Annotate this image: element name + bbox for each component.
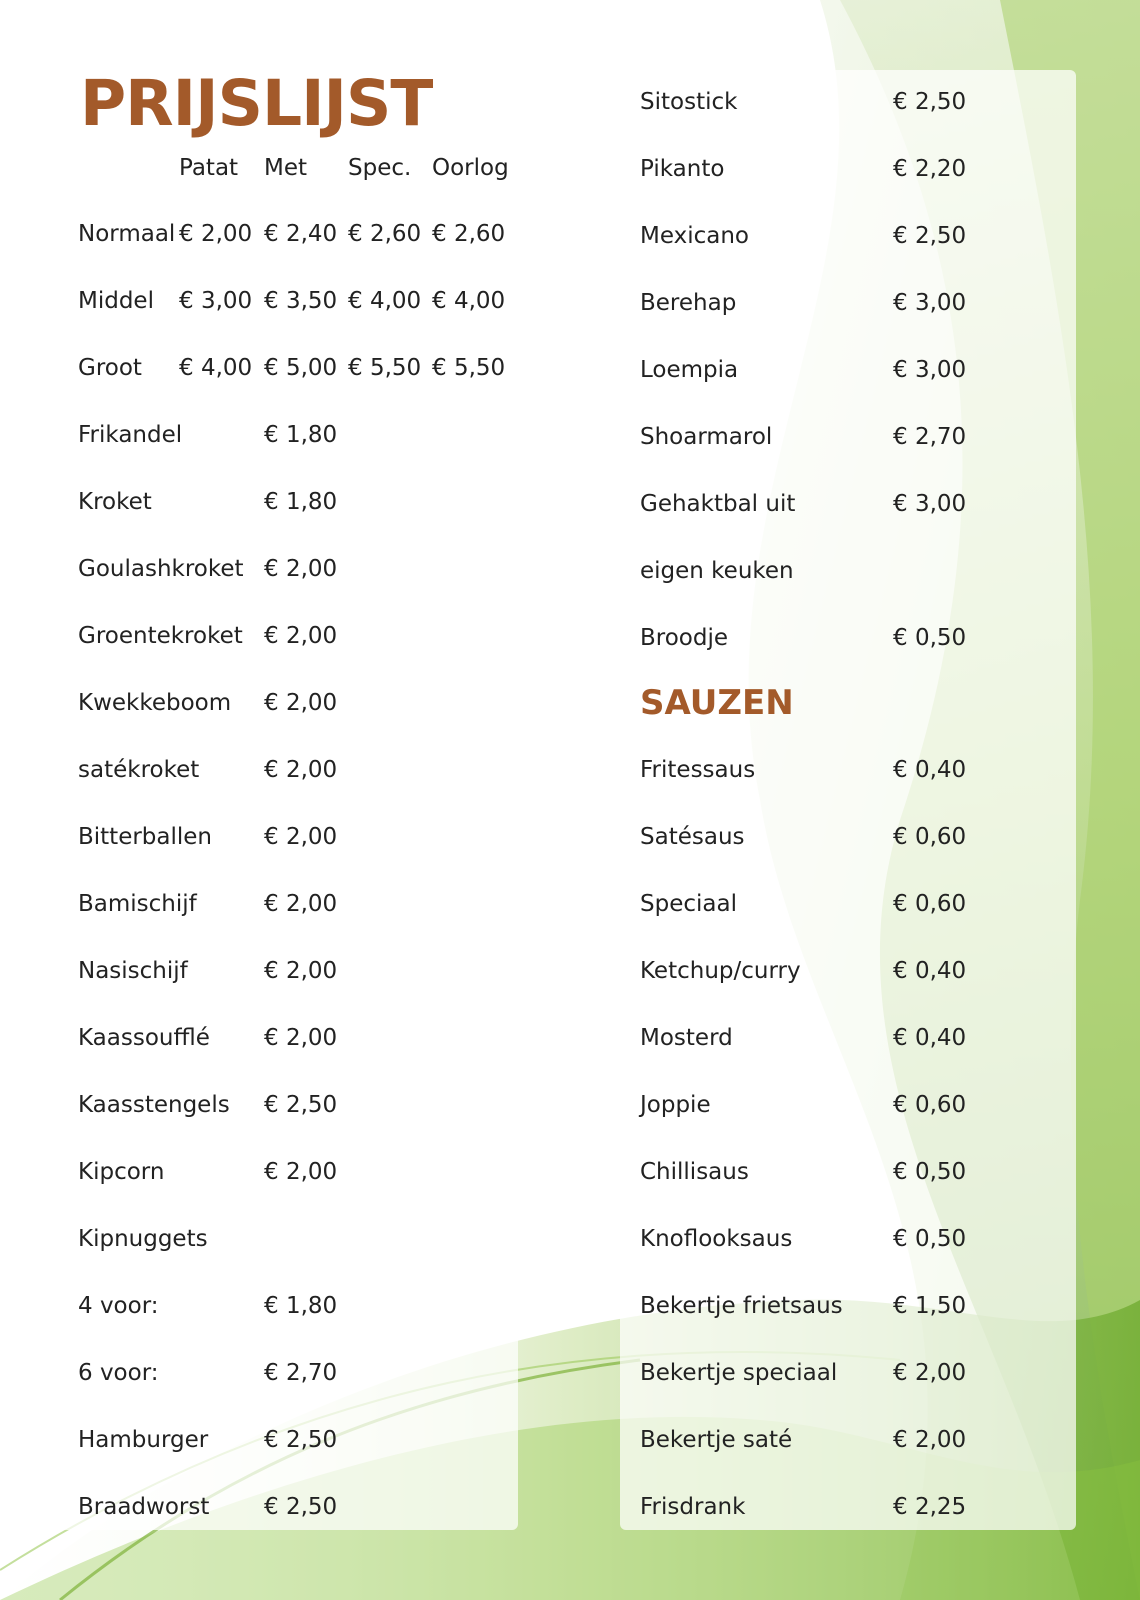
item-name: Sitostick (640, 89, 738, 115)
sauce-row (0, 817, 1100, 857)
sauce-price: € 0,50 (893, 1226, 967, 1252)
patat-row-label: Normaal (78, 221, 176, 247)
menu-row (0, 350, 1100, 390)
snack-name: Kipnuggets (78, 1226, 208, 1252)
snack-name: Kaassoufflé (78, 1025, 210, 1051)
item-price: € 3,00 (893, 491, 967, 517)
sauce-price: € 0,40 (893, 958, 967, 984)
patat-price: € 5,50 (348, 355, 422, 381)
snack-price: € 2,70 (264, 1360, 338, 1386)
snack-price: € 2,00 (264, 690, 338, 716)
sauce-name: Bekertje frietsaus (640, 1293, 843, 1319)
snack-name: Kwekkeboom (78, 690, 232, 716)
item-price: € 2,70 (893, 424, 967, 450)
patat-price: € 2,60 (432, 221, 506, 247)
item-price: € 0,50 (893, 625, 967, 651)
patat-price: € 3,00 (179, 288, 253, 314)
snack-price: € 2,00 (264, 623, 338, 649)
item-price: € 2,50 (893, 223, 967, 249)
sauce-name: Bekertje speciaal (640, 1360, 838, 1386)
sauce-row (0, 1018, 1100, 1058)
snack-name: Goulashkroket (78, 556, 244, 582)
sauce-name: Bekertje saté (640, 1427, 793, 1453)
menu-row (0, 82, 1100, 122)
patat-row-label: Groot (78, 355, 142, 381)
item-price: € 2,20 (893, 156, 967, 182)
item-name: Broodje (640, 625, 729, 651)
sauce-price: € 0,60 (893, 824, 967, 850)
snack-row (0, 683, 540, 723)
sauce-price: € 0,40 (893, 1025, 967, 1051)
snack-name: Groentekroket (78, 623, 243, 649)
snack-name: Kroket (78, 489, 152, 515)
patat-price: € 2,00 (179, 221, 253, 247)
patat-price: € 5,50 (432, 355, 506, 381)
sauce-name: Joppie (640, 1092, 711, 1118)
snack-name: 4 voor: (78, 1293, 159, 1319)
snack-price: € 2,00 (264, 958, 338, 984)
sauce-name: Ketchup/curry (640, 958, 801, 984)
snack-price: € 1,80 (264, 489, 338, 515)
menu-row (0, 618, 1100, 658)
sauce-name: Knoflooksaus (640, 1226, 793, 1252)
item-name: Loempia (640, 357, 739, 383)
item-name: Pikanto (640, 156, 725, 182)
item-name: Berehap (640, 290, 737, 316)
sauce-name: Speciaal (640, 891, 737, 917)
sauce-row (0, 951, 1100, 991)
sauce-price: € 0,50 (893, 1159, 967, 1185)
sauce-row (0, 1085, 1100, 1125)
snack-price: € 2,50 (264, 1427, 338, 1453)
snack-price: € 2,50 (264, 1494, 338, 1520)
patat-price: € 5,00 (264, 355, 338, 381)
sauce-price: € 2,00 (893, 1427, 967, 1453)
snack-price: € 2,00 (264, 891, 338, 917)
sauce-price: € 0,60 (893, 1092, 967, 1118)
sauce-row (0, 1219, 1100, 1259)
snack-name: 6 voor: (78, 1360, 159, 1386)
item-name: Mexicano (640, 223, 749, 249)
patat-price: € 2,40 (264, 221, 338, 247)
sauce-name: Frisdrank (640, 1494, 746, 1520)
sauce-row (0, 1353, 1100, 1393)
sauce-price: € 0,40 (893, 757, 967, 783)
snack-name: Nasischijf (78, 958, 188, 984)
snack-name: satékroket (78, 757, 200, 783)
patat-price: € 4,00 (348, 288, 422, 314)
patat-price: € 4,00 (179, 355, 253, 381)
menu-row (0, 551, 1100, 591)
item-name: Gehaktbal uit (640, 491, 796, 517)
patat-price: € 2,60 (348, 221, 422, 247)
snack-name: Hamburger (78, 1427, 209, 1453)
patat-header-met: Met (264, 155, 308, 181)
menu-row (0, 216, 1100, 256)
sauce-row (0, 1152, 1100, 1192)
patat-header-oorlog: Oorlog (432, 155, 509, 181)
snack-name: Bamischijf (78, 891, 197, 917)
menu-row (0, 149, 1100, 189)
sauzen-heading: SAUZEN (640, 683, 794, 723)
sauce-price: € 1,50 (893, 1293, 967, 1319)
snack-price: € 2,00 (264, 757, 338, 783)
item-price: € 3,00 (893, 290, 967, 316)
snack-price: € 2,50 (264, 1092, 338, 1118)
page-title: PRIJSLIJST (80, 67, 433, 140)
menu-row (0, 417, 1100, 457)
snack-name: Frikandel (78, 422, 183, 448)
menu-row (0, 283, 1100, 323)
sauce-price: € 2,25 (893, 1494, 967, 1520)
patat-header-patat: Patat (179, 155, 239, 181)
patat-price: € 3,50 (264, 288, 338, 314)
item-price: € 2,50 (893, 89, 967, 115)
snack-name: Kipcorn (78, 1159, 165, 1185)
snack-price: € 2,00 (264, 556, 338, 582)
item-name: Shoarmarol (640, 424, 773, 450)
sauce-row (0, 750, 1100, 790)
patat-header-spec: Spec. (348, 155, 412, 181)
snack-price: € 1,80 (264, 1293, 338, 1319)
sauce-price: € 2,00 (893, 1360, 967, 1386)
sauce-name: Satésaus (640, 824, 745, 850)
sauce-row (0, 1286, 1100, 1326)
snack-name: Braadworst (78, 1494, 210, 1520)
menu-row (0, 484, 1100, 524)
snack-price: € 2,00 (264, 1025, 338, 1051)
snack-name: Bitterballen (78, 824, 213, 850)
sauce-name: Mosterd (640, 1025, 733, 1051)
item-price: € 3,00 (893, 357, 967, 383)
sauce-name: Fritessaus (640, 757, 756, 783)
sauce-row (0, 1487, 1100, 1527)
sauce-price: € 0,60 (893, 891, 967, 917)
patat-price: € 4,00 (432, 288, 506, 314)
snack-price: € 2,00 (264, 824, 338, 850)
snack-price: € 1,80 (264, 422, 338, 448)
sauce-row (0, 1420, 1100, 1460)
item-name: eigen keuken (640, 558, 794, 584)
snack-name: Kaasstengels (78, 1092, 230, 1118)
sauce-name: Chillisaus (640, 1159, 749, 1185)
patat-row-label: Middel (78, 288, 154, 314)
snack-price: € 2,00 (264, 1159, 338, 1185)
sauce-row (0, 884, 1100, 924)
